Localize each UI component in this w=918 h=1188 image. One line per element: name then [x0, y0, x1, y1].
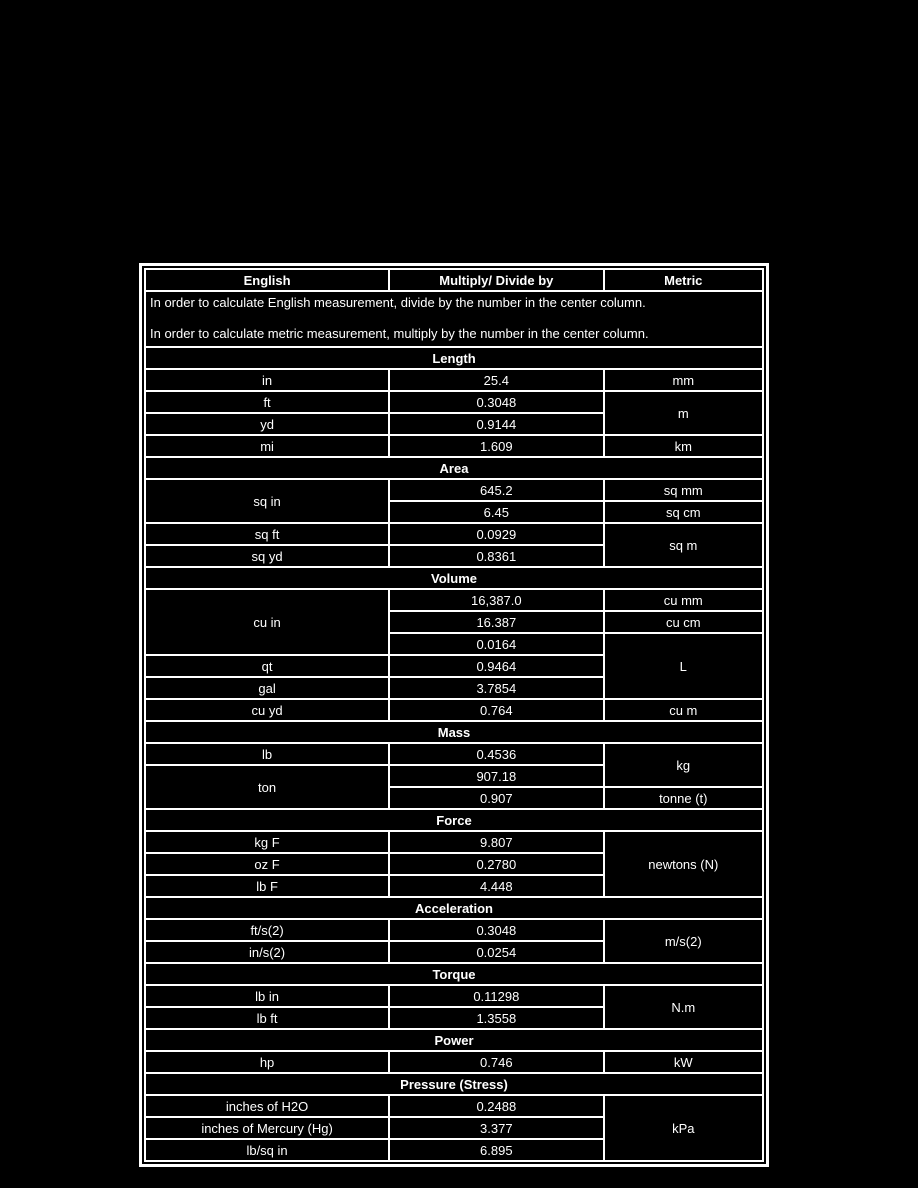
table-cell: 0.764 — [389, 699, 603, 721]
table-cell: sq in — [145, 479, 389, 523]
header-row — [145, 269, 763, 291]
notes-cell — [145, 291, 763, 347]
table-cell: kPa — [604, 1095, 763, 1161]
table-cell: 0.0254 — [389, 941, 603, 963]
section-header: Volume — [145, 567, 763, 589]
section-header: Power — [145, 1029, 763, 1051]
conversion-table — [139, 263, 769, 1167]
table-row — [145, 1051, 763, 1073]
section-row — [145, 897, 763, 919]
table-cell: 1.609 — [389, 435, 603, 457]
table-cell: ton — [145, 765, 389, 809]
table-row — [145, 369, 763, 391]
table-row — [145, 1095, 763, 1117]
table-row — [145, 743, 763, 765]
table-cell: sq yd — [145, 545, 389, 567]
table-cell: 0.907 — [389, 787, 603, 809]
table-cell: 0.2780 — [389, 853, 603, 875]
section-row — [145, 347, 763, 369]
section-header: Area — [145, 457, 763, 479]
table-cell: 645.2 — [389, 479, 603, 501]
table-cell: 0.11298 — [389, 985, 603, 1007]
table-cell: 16,387.0 — [389, 589, 603, 611]
table-cell: lb F — [145, 875, 389, 897]
table-cell: mi — [145, 435, 389, 457]
section-row — [145, 963, 763, 985]
table-cell: 0.9464 — [389, 655, 603, 677]
table-cell: cu yd — [145, 699, 389, 721]
table-cell: 0.0929 — [389, 523, 603, 545]
table-cell: 3.7854 — [389, 677, 603, 699]
table-row — [145, 589, 763, 611]
section-row — [145, 809, 763, 831]
table-cell: inches of Mercury (Hg) — [145, 1117, 389, 1139]
table-cell: 0.3048 — [389, 391, 603, 413]
notes-row — [145, 291, 763, 347]
table-row — [145, 435, 763, 457]
table-cell: cu m — [604, 699, 763, 721]
table-row — [145, 985, 763, 1007]
table-cell: lb in — [145, 985, 389, 1007]
table-cell: kg F — [145, 831, 389, 853]
table-cell: 6.895 — [389, 1139, 603, 1161]
table-cell: kW — [604, 1051, 763, 1073]
table-cell: 4.448 — [389, 875, 603, 897]
table-cell: 3.377 — [389, 1117, 603, 1139]
table-cell: 0.8361 — [389, 545, 603, 567]
table-cell: lb/sq in — [145, 1139, 389, 1161]
table-cell: sq ft — [145, 523, 389, 545]
table-row — [145, 699, 763, 721]
table-cell: cu mm — [604, 589, 763, 611]
section-row — [145, 567, 763, 589]
table-cell: oz F — [145, 853, 389, 875]
table-cell: newtons (N) — [604, 831, 763, 897]
table-cell: m — [604, 391, 763, 435]
section-row — [145, 1073, 763, 1095]
table-cell: in — [145, 369, 389, 391]
table-cell: 1.3558 — [389, 1007, 603, 1029]
table-cell: mm — [604, 369, 763, 391]
table-cell: cu in — [145, 589, 389, 655]
section-header: Mass — [145, 721, 763, 743]
table-cell: sq mm — [604, 479, 763, 501]
table-cell: inches of H2O — [145, 1095, 389, 1117]
table-cell: 16.387 — [389, 611, 603, 633]
table-cell: lb — [145, 743, 389, 765]
table-cell: km — [604, 435, 763, 457]
table-cell: qt — [145, 655, 389, 677]
table-cell: sq m — [604, 523, 763, 567]
column-header-multiply-divide: Multiply/ Divide by — [389, 269, 603, 291]
section-row — [145, 1029, 763, 1051]
table-row — [145, 919, 763, 941]
table-cell: ft — [145, 391, 389, 413]
table-cell: 25.4 — [389, 369, 603, 391]
table-cell: kg — [604, 743, 763, 787]
table-cell: 907.18 — [389, 765, 603, 787]
table-cell: 0.3048 — [389, 919, 603, 941]
section-header: Pressure (Stress) — [145, 1073, 763, 1095]
table-cell: N.m — [604, 985, 763, 1029]
table-row — [145, 479, 763, 501]
table-cell: ft/s(2) — [145, 919, 389, 941]
table-cell: 0.746 — [389, 1051, 603, 1073]
table-cell: lb ft — [145, 1007, 389, 1029]
table-cell: in/s(2) — [145, 941, 389, 963]
table-cell: hp — [145, 1051, 389, 1073]
section-header: Length — [145, 347, 763, 369]
table-cell: 6.45 — [389, 501, 603, 523]
table-cell: 0.4536 — [389, 743, 603, 765]
note-line-english: In order to calculate English measurement, divide by the number in the center column. — [150, 295, 646, 310]
english-metric-conversion-table — [144, 268, 764, 1162]
section-header: Torque — [145, 963, 763, 985]
table-cell: sq cm — [604, 501, 763, 523]
table-row — [145, 831, 763, 853]
table-cell: 0.0164 — [389, 633, 603, 655]
column-header-english: English — [145, 269, 389, 291]
table-body — [145, 269, 763, 1161]
table-cell: 0.9144 — [389, 413, 603, 435]
table-cell: 0.2488 — [389, 1095, 603, 1117]
column-header-metric: Metric — [604, 269, 763, 291]
table-cell: gal — [145, 677, 389, 699]
section-header: Acceleration — [145, 897, 763, 919]
section-header: Force — [145, 809, 763, 831]
table-cell: 9.807 — [389, 831, 603, 853]
table-cell: tonne (t) — [604, 787, 763, 809]
note-line-metric: In order to calculate metric measurement, multiply by the number in the center column. — [150, 326, 649, 341]
table-cell: m/s(2) — [604, 919, 763, 963]
table-row — [145, 391, 763, 413]
section-row — [145, 457, 763, 479]
table-cell: cu cm — [604, 611, 763, 633]
table-cell: L — [604, 633, 763, 699]
table-row — [145, 523, 763, 545]
table-cell: yd — [145, 413, 389, 435]
section-row — [145, 721, 763, 743]
